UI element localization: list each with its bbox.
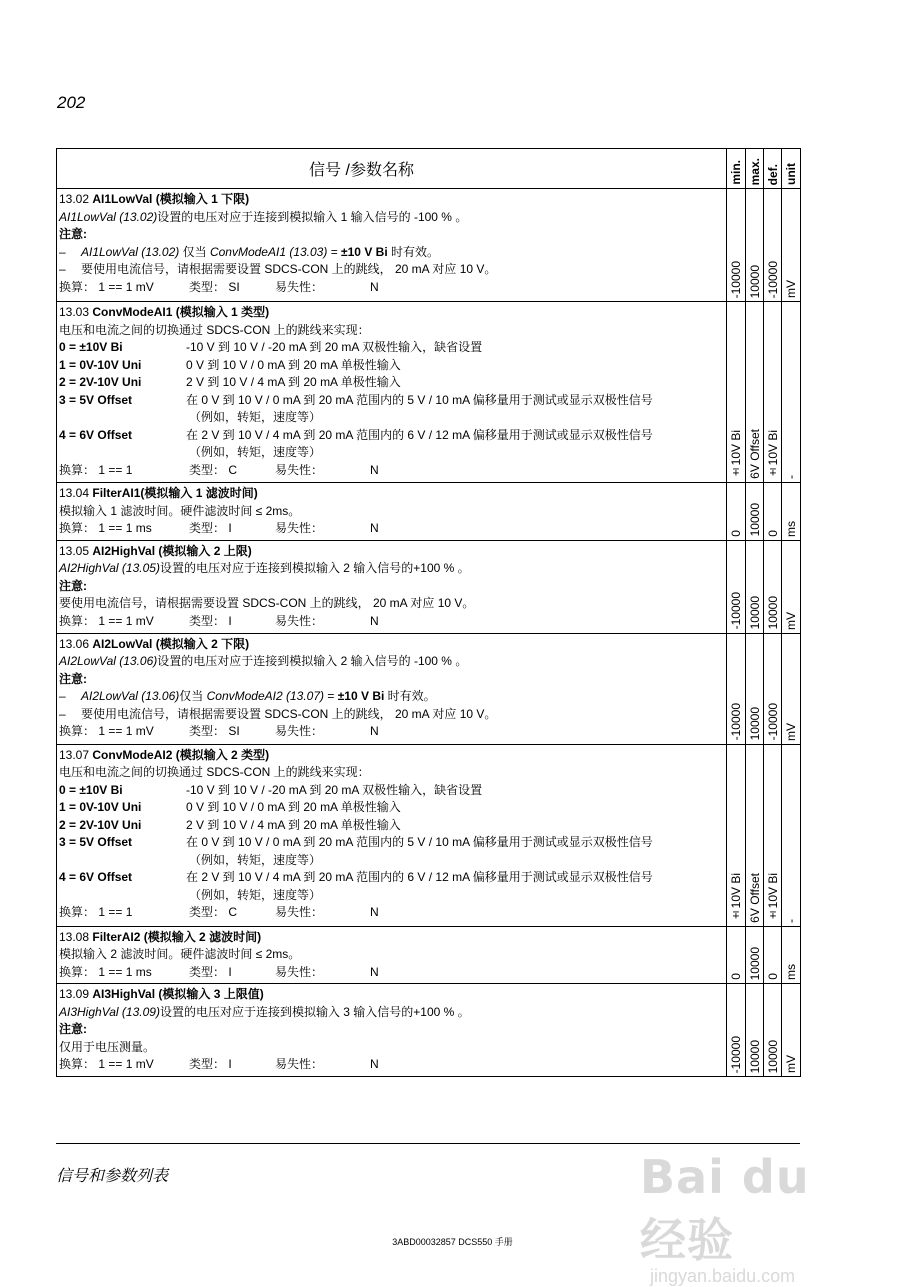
description-line: 电压和电流之间的切换通过 SDCS-CON 上的跳线来实现： xyxy=(59,322,370,337)
baidu-watermark xyxy=(640,1150,860,1286)
value-def: ±10V Bi xyxy=(764,744,782,926)
parameter-row xyxy=(57,540,801,633)
conversion-line: 换算： 1 == 1 mV 类型： SI 易失性： N xyxy=(59,279,379,294)
parameter-title: 13.07 ConvModeAI2 (模拟输入 2 类型) xyxy=(59,747,270,762)
value-max: 10000 xyxy=(746,633,764,744)
value-min: 0 xyxy=(727,483,746,541)
value-max: 10000 xyxy=(746,483,764,541)
watermark-url: jingyan.baidu.com xyxy=(650,1266,796,1286)
parameter-description xyxy=(57,744,727,926)
parameter-description xyxy=(57,984,727,1077)
mode-option-continued: （例如，转矩，速度等） xyxy=(189,410,322,424)
table-header-row xyxy=(57,149,801,189)
value-min: -10000 xyxy=(727,189,746,302)
parameter-table xyxy=(56,148,801,1077)
value-max: 6V Offset xyxy=(746,302,764,483)
conversion-line: 换算： 1 == 1 ms 类型： I 易失性： N xyxy=(59,521,379,535)
parameter-description xyxy=(57,540,727,633)
parameter-title: 13.06 AI2LowVal (模拟输入 2 下限) xyxy=(59,636,250,651)
value-def: 10000 xyxy=(764,540,782,633)
conversion-line: 换算： 1 == 1 mV 类型： I 易失性： N xyxy=(59,613,379,628)
parameter-title: 13.02 AI1LowVal (模拟输入 1 下限) xyxy=(59,192,250,206)
value-min: ±10V Bi xyxy=(727,302,746,483)
value-unit: mV xyxy=(782,984,801,1077)
parameter-title: 13.03 ConvModeAI1 (模拟输入 1 类型) xyxy=(59,305,270,319)
description-line: 要使用电流信号，请根据需要设置 SDCS-CON 上的跳线， 20 mA 对应 10 V。 xyxy=(59,596,475,610)
value-max: 10000 xyxy=(746,926,764,984)
value-unit: - xyxy=(782,302,801,483)
mode-option: 1 = 0V-10V Uni 0 V 到 10 V / 0 mA 到 20 mA 单极性输入 xyxy=(59,800,401,814)
value-def: 0 xyxy=(764,926,782,984)
value-unit: mV xyxy=(782,189,801,302)
mode-option-continued: （例如，转矩，速度等） xyxy=(189,852,322,867)
mode-option: 4 = 6V Offset 在 2 V 到 10 V / 4 mA 到 20 mA 范围内的 6 V / 12 mA 偏移量用于测试或显示双极性信号 xyxy=(59,427,653,442)
value-max: 10000 xyxy=(746,540,764,633)
description-line: 模拟输入 2 滤波时间。硬件滤波时间 ≤ 2ms。 xyxy=(59,947,301,961)
parameter-title: 13.04 FilterAI1(模拟输入 1 滤波时间) xyxy=(59,486,258,500)
parameter-row xyxy=(57,744,801,926)
mode-option-continued: （例如，转矩，速度等） xyxy=(189,887,322,902)
col-max-header: max. xyxy=(746,149,764,189)
value-max: 10000 xyxy=(746,189,764,302)
value-max: 10000 xyxy=(746,984,764,1077)
mode-option: 0 = ±10V Bi -10 V 到 10 V / -20 mA 到 20 mA 双极性输入，缺省设置 xyxy=(59,782,483,797)
note-heading: 注意: xyxy=(59,671,87,686)
note-heading: 注意: xyxy=(59,1022,87,1036)
parameter-row xyxy=(57,633,801,744)
value-def: -10000 xyxy=(764,633,782,744)
mode-option: 3 = 5V Offset 在 0 V 到 10 V / 0 mA 到 20 mA 范围内的 5 V / 10 mA 偏移量用于测试或显示双极性信号 xyxy=(59,835,653,849)
conversion-line: 换算： 1 == 1 类型： C 易失性： N xyxy=(59,462,379,477)
note-bullet: – AI2LowVal (13.06)仅当 ConvModeAI2 (13.07) = ±10 V Bi 时有效。 xyxy=(59,689,436,703)
value-unit: - xyxy=(782,744,801,926)
mode-option: 1 = 0V-10V Uni 0 V 到 10 V / 0 mA 到 20 mA 单极性输入 xyxy=(59,357,401,372)
value-unit: ms xyxy=(782,926,801,984)
value-def: -10000 xyxy=(764,189,782,302)
value-def: ±10V Bi xyxy=(764,302,782,483)
parameter-summary: AI3HighVal (13.09)设置的电压对应于连接到模拟输入 3 输入信号的+100 % 。 xyxy=(59,1004,470,1019)
value-min: -10000 xyxy=(727,633,746,744)
parameter-summary: AI2HighVal (13.05)设置的电压对应于连接到模拟输入 2 输入信号的+100 % 。 xyxy=(59,561,470,575)
mode-option: 3 = 5V Offset 在 0 V 到 10 V / 0 mA 到 20 mA 范围内的 5 V / 10 mA 偏移量用于测试或显示双极性信号 xyxy=(59,392,653,407)
value-def: 10000 xyxy=(764,984,782,1077)
value-min: 0 xyxy=(727,926,746,984)
table-title: 信号 /参数名称 xyxy=(57,149,727,189)
footer-manual-id: 3ABD00032857 DCS550 手册 xyxy=(392,1237,513,1247)
parameter-summary: AI1LowVal (13.02)设置的电压对应于连接到模拟输入 1 输入信号的 -100 % 。 xyxy=(59,209,468,224)
parameter-row xyxy=(57,302,801,483)
parameter-description xyxy=(57,633,727,744)
value-min: -10000 xyxy=(727,984,746,1077)
parameter-description xyxy=(57,483,727,541)
parameter-title: 13.09 AI3HighVal (模拟输入 3 上限值) xyxy=(59,987,264,1001)
value-min: -10000 xyxy=(727,540,746,633)
parameter-title: 13.05 AI2HighVal (模拟输入 2 上限) xyxy=(59,543,252,558)
col-min-header: min. xyxy=(727,149,746,189)
parameter-title: 13.08 FilterAI2 (模拟输入 2 滤波时间) xyxy=(59,929,262,944)
note-heading: 注意: xyxy=(59,227,87,241)
mode-option: 2 = 2V-10V Uni 2 V 到 10 V / 4 mA 到 20 mA 单极性输入 xyxy=(59,375,401,389)
value-def: 0 xyxy=(764,483,782,541)
value-unit: ms xyxy=(782,483,801,541)
footer-divider xyxy=(56,1143,800,1144)
value-min: ±10V Bi xyxy=(727,744,746,926)
parameter-description xyxy=(57,302,727,483)
conversion-line: 换算： 1 == 1 类型： C 易失性： N xyxy=(59,905,379,919)
value-max: 6V Offset xyxy=(746,744,764,926)
note-bullet: – 要使用电流信号，请根据需要设置 SDCS-CON 上的跳线， 20 mA 对应 10 V。 xyxy=(59,706,497,721)
conversion-line: 换算： 1 == 1 mV 类型： I 易失性： N xyxy=(59,1057,379,1071)
mode-option: 2 = 2V-10V Uni 2 V 到 10 V / 4 mA 到 20 mA 单极性输入 xyxy=(59,817,401,832)
note-heading: 注意: xyxy=(59,578,87,593)
conversion-line: 换算： 1 == 1 mV 类型： SI 易失性： N xyxy=(59,724,379,738)
footer-section-title: 信号和参数列表 xyxy=(56,1168,169,1185)
parameter-row xyxy=(57,483,801,541)
parameter-row xyxy=(57,189,801,302)
note-bullet: – 要使用电流信号，请根据需要设置 SDCS-CON 上的跳线， 20 mA 对应 10 V。 xyxy=(59,262,497,276)
description-line: 仅用于电压测量。 xyxy=(59,1039,156,1054)
parameter-row xyxy=(57,984,801,1077)
page-number: 202 xyxy=(57,93,86,112)
col-unit-header: unit xyxy=(782,149,801,189)
watermark-logo: Bai du 经验 xyxy=(640,1150,810,1267)
parameter-description xyxy=(57,926,727,984)
value-unit: mV xyxy=(782,540,801,633)
parameter-summary: AI2LowVal (13.06)设置的电压对应于连接到模拟输入 2 输入信号的 -100 % 。 xyxy=(59,654,468,668)
parameter-description xyxy=(57,189,727,302)
col-def-header: def. xyxy=(764,149,782,189)
conversion-line: 换算： 1 == 1 ms 类型： I 易失性： N xyxy=(59,964,379,979)
description-line: 模拟输入 1 滤波时间。硬件滤波时间 ≤ 2ms。 xyxy=(59,503,301,518)
mode-option-continued: （例如，转矩，速度等） xyxy=(189,445,322,459)
description-line: 电压和电流之间的切换通过 SDCS-CON 上的跳线来实现： xyxy=(59,765,370,779)
parameter-row xyxy=(57,926,801,984)
value-unit: mV xyxy=(782,633,801,744)
note-bullet: – AI1LowVal (13.02) 仅当 ConvModeAI1 (13.03) = ±10 V Bi 时有效。 xyxy=(59,244,439,259)
mode-option: 4 = 6V Offset 在 2 V 到 10 V / 4 mA 到 20 mA 范围内的 6 V / 12 mA 偏移量用于测试或显示双极性信号 xyxy=(59,870,653,884)
mode-option: 0 = ±10V Bi -10 V 到 10 V / -20 mA 到 20 mA 双极性输入，缺省设置 xyxy=(59,340,483,354)
